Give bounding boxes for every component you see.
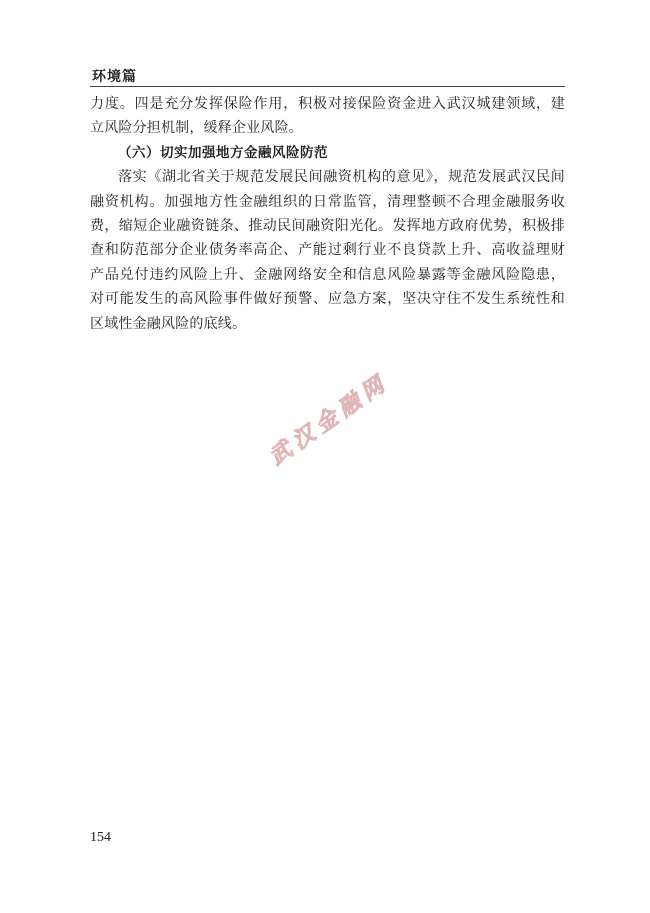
header-divider <box>90 86 565 87</box>
paragraph-2-line-6: 对可能发生的高风险事件做好预警、应急方案，坚决守住不发生系统性和 <box>90 291 565 308</box>
paragraph-2-line-7: 区域性金融风险的底线。 <box>90 315 247 332</box>
paragraph-2-line-4: 查和防范部分企业债务率高企、产能过剩行业不良贷款上升、高收益理财 <box>90 242 565 259</box>
paragraph-2-line-3: 费，缩短企业融资链条、推动民间融资阳光化。发挥地方政府优势，积极排 <box>90 218 565 235</box>
page-number: 154 <box>90 830 111 845</box>
page-body <box>90 92 565 336</box>
paragraph-1-line-2: 立风险分担机制，缓释企业风险。 <box>90 120 303 137</box>
watermark-logo: 武汉金融网 <box>264 368 394 471</box>
paragraph-1-line-1: 力度。四是充分发挥保险作用，积极对接保险资金进入武汉城建领域，建 <box>90 96 565 112</box>
paragraph-2-line-5: 产品兑付违约风险上升、金融网络安全和信息风险暴露等金融风险隐患， <box>90 266 565 283</box>
running-header-title: 环境篇 <box>92 69 137 85</box>
paragraph-2-line-1: 落实《湖北省关于规范发展民间融资机构的意见》，规范发展武汉民间 <box>118 169 565 186</box>
paragraph-2-line-2: 融资机构。加强地方性金融组织的日常监管，清理整顿不合理金融服务收 <box>90 193 565 210</box>
section-heading: （六）切实加强地方金融风险防范 <box>118 144 328 161</box>
